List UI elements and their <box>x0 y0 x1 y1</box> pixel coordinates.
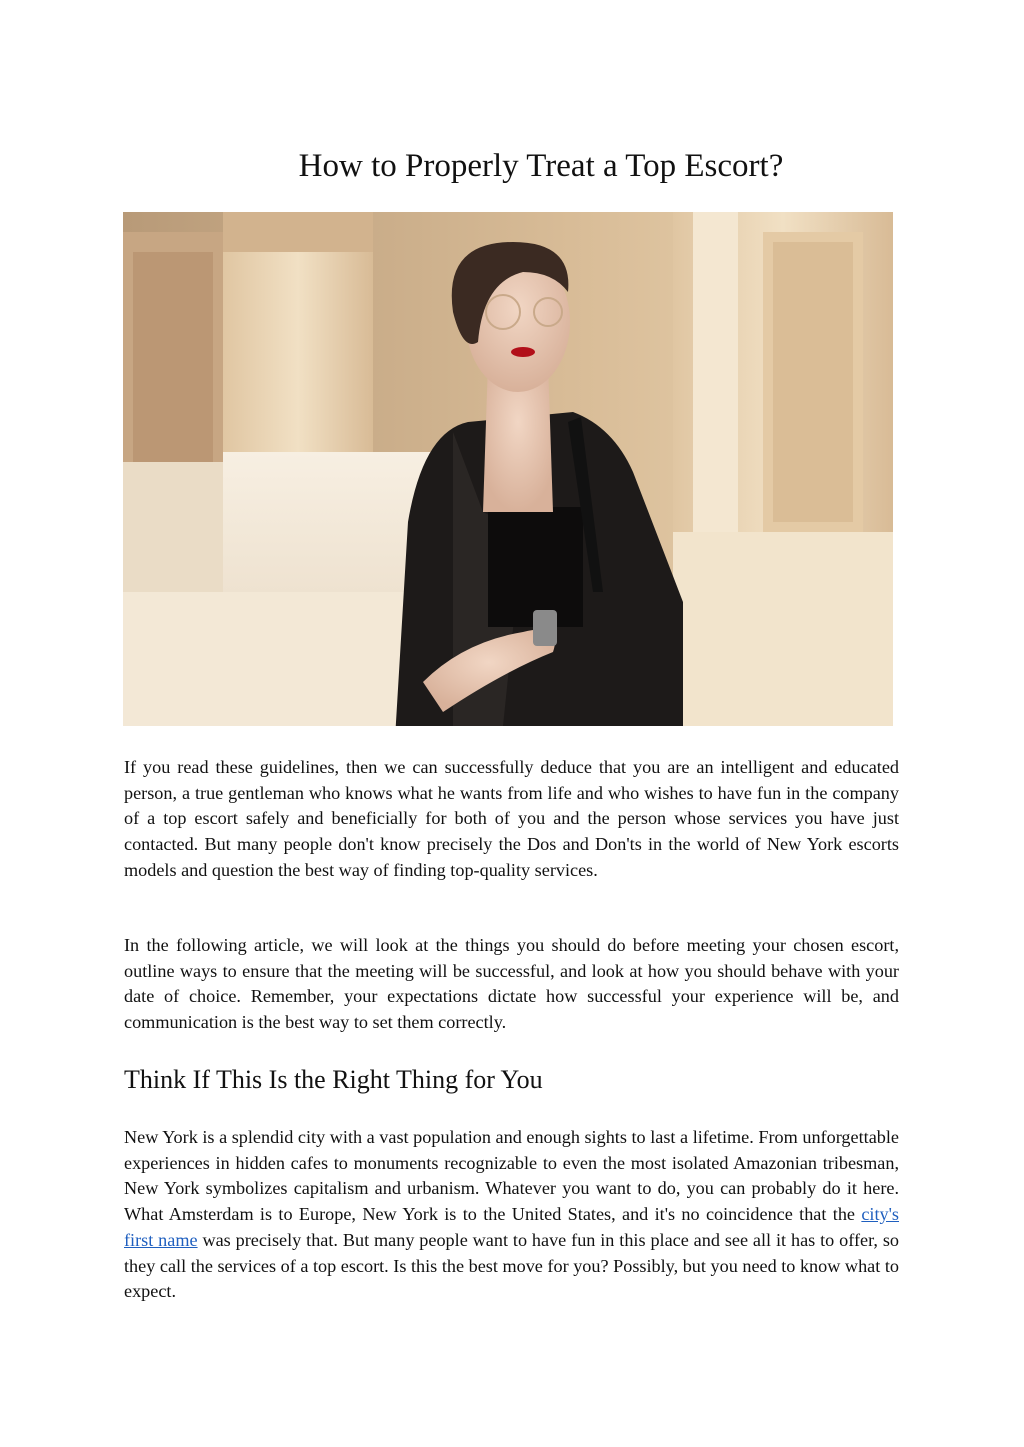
paragraph-text-after-link: was precisely that. But many people want to have fun in this place and see all it has to offer, so they call the services of a top escort. Is this the best move for you? Possibly, but you need to know what to expect. <box>124 1229 900 1302</box>
city-first-name-link[interactable]: city's first name <box>124 1204 899 1250</box>
paragraph-text-before-link: New York is a splendid city with a vast population and enough sights to last a lifetime. From unforgettable experiences in hidden cafes to monuments recognizable to even the most isolated Amazonian tribesman, New York symbolizes capitalism and urbanism. Whatever you want to do, you can probably do it here. What Amsterdam is to Europe, New York is to the United States, and it's no coincidence that the <box>124 1127 899 1225</box>
new-york-paragraph <box>124 1125 899 1305</box>
intro-paragraph: If you read these guidelines, then we can successfully deduce that you are an intelligent and educated person, a true gentleman who knows what he wants from life and who wishes to have fun in the company of a top escort safely and beneficially for both of you and the person whose services you have just contacted. But many people don't know precisely the Dos and Don'ts in the world of New York escorts models and question the best way of finding top-quality services. <box>124 757 899 880</box>
overview-paragraph: In the following article, we will look at the things you should do before meeting your chosen escort, outline ways to ensure that the meeting will be successful, and look at how you should behave with your date of choice. Remember, your expectations dictate how successful your experience will be, and communication is the best way to set them correctly. <box>124 935 899 1033</box>
page-title: How to Properly Treat a Top Escort? <box>298 148 784 184</box>
section-heading: Think If This Is the Right Thing for You <box>124 1065 543 1094</box>
article-photo <box>123 212 893 726</box>
photo-woman-in-glasses-icon <box>123 212 893 726</box>
